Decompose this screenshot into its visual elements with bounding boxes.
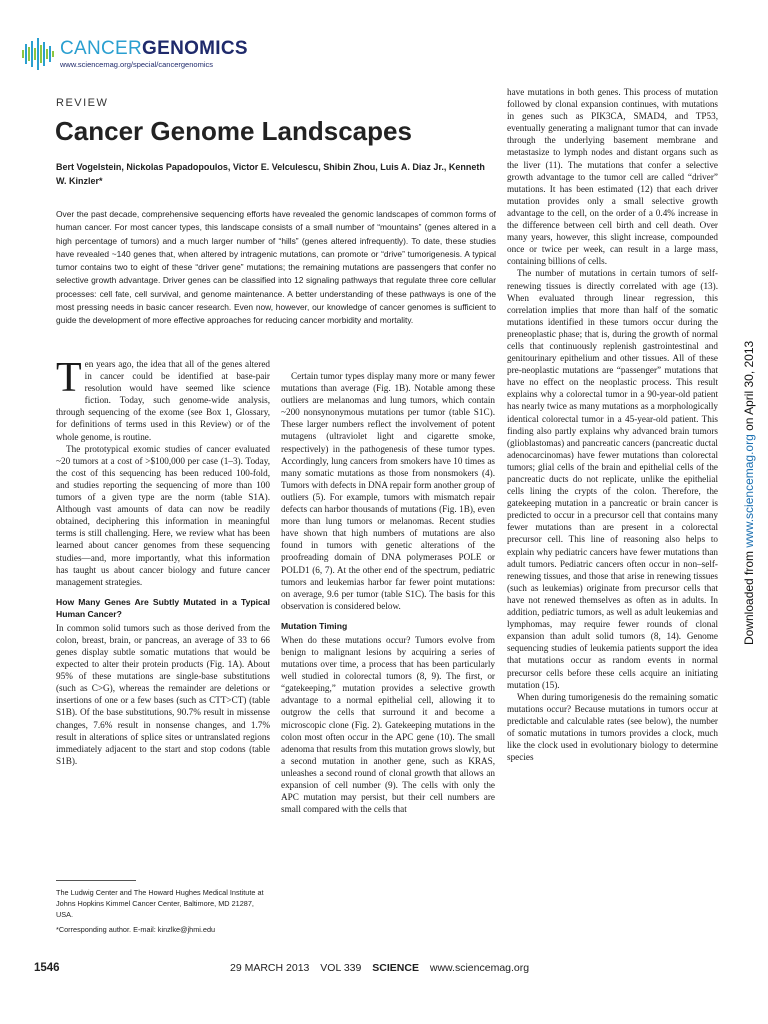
paragraph: The number of mutations in certain tumors of self-renewing tissues is directly correlated with age (13). When evaluated through linear regression, this correlation implies that more than half of the somatic mutations identified in these tumors occur during the preneoplastic phase; that is, during the growth of normal cells that continuously replenish gastrointestinal and genitourinary epithelium and other tissues. All of these pre-neoplastic mutations are “passenger” mutations that have no effect on the neoplastic process. This result explains why a colorectal tumor in a 90-year-old patient has nearly twice as many mutations as a morphologically identical colorectal tumor in a 45-year-old patient. This finding also partly explains why advanced brain tumors (glioblastomas) and pancreatic cancers (pancreatic ductal adenocarcinomas) have fewer mutations than colorectal tumors; glial cells of the brain and epithelial cells of the pancreatic ducts do not replicate, unlike the epithelial cells lining the crypts of the colon. Therefore, the gatekeeping mutation in a pancreatic or brain cancer is predicted to occur in a precursor cell that contains many fewer mutations than are present in a colorectal precursor cell. This line of reasoning also helps to explain why pediatric cancers have fewer mutations than adult tumors. Pediatric cancers often occur in non–self-renewing tissues, and those that arise in renewing tissues (such as leukemias) originate from precursor cells that have not renewed themselves as often as in adults. In addition, pediatric tumors, as well as adult leukemias and lymphomas, may require fewer rounds of clonal expansion than adult solid tumors (8, 14). Genome sequencing studies of leukemia patients support the idea that mutations occur as random events in normal precursor cells before these cells acquire an initiating mutation (15). <box>507 268 718 690</box>
body-column-2 <box>281 370 495 815</box>
paragraph: The prototypical exomic studies of cancer evaluated ~20 tumors at a cost of >$100,000 per case (1–3). Today, the cost of this sequencing has been reduced 100-fold, and studies reporting the sequencing of more than 100 tumors of a given type are the norm (table S1A). Although vast amounts of data can now be readily obtained, deciphering this information in meaningful terms is still challenging. Here, we review what has been learned about cancer genomes from these sequencing studies—and, more importantly, what this information has taught us about cancer biology and future cancer management strategies. <box>56 443 270 587</box>
abstract: Over the past decade, comprehensive sequencing efforts have revealed the genomic landscapes of common forms of human cancer. For most cancer types, this landscape consists of a small number of “mountains” (genes altered in a high percentage of tumors) and a much larger number of “hills” (genes altered infrequently). To date, these studies have revealed ~140 genes that, when altered by intragenic mutations, can promote or “drive” tumorigenesis. A typical tumor contains two to eight of these “driver gene” mutations; the remaining mutations are passengers that confer no selective growth advantage. Driver genes can be classified into 12 signaling pathways that regulate three core cellular processes: cell fate, cell survival, and genome maintenance. A better understanding of these pathways is one of the most pressing needs in basic cancer research. Even now, however, our knowledge of cancer genomes is sufficient to guide the development of more effective approaches for reducing cancer morbidity and mortality. <box>56 209 496 326</box>
volume: VOL 339 <box>320 962 362 974</box>
page-footer <box>230 962 529 974</box>
paragraph: When during tumorigenesis do the remaining somatic mutations occur? Because mutations in tumors occur at predictable and calculable rates (see below), the number of somatic mutations in tumors provides a clock, much like the clock used in evolutionary biology to determine species <box>507 691 718 763</box>
issue-date: 29 MARCH 2013 <box>230 962 310 974</box>
download-suffix: on April 30, 2013 <box>742 340 756 435</box>
logo-genomics-text: GENOMICS <box>142 38 248 59</box>
page-number: 1546 <box>34 962 60 974</box>
logo-wordmark <box>60 38 248 60</box>
paragraph: When do these mutations occur? Tumors evolve from benign to malignant lesions by acquiring a series of mutations over time, a process that has been particularly well studied in colorectal tumors (8, 9). The first, or “gatekeeping,” mutation provides a selective growth advantage to a normal epithelial cell, allowing it to outgrow the cells that surround it and become a microscopic clone (Fig. 2). Gatekeeping mutations in the colon most often occur in the APC gene (10). The small adenoma that results from this mutation grows slowly, but a second mutation in another gene, such as KRAS, unleashes a second round of clonal growth that allows an expansion of cell number (9). The cells with only the APC mutation may persist, but their cell numbers are small compared with the cells that <box>281 634 495 815</box>
download-prefix: Downloaded from <box>742 547 756 645</box>
section-label: REVIEW <box>56 97 109 109</box>
paragraph: Certain tumor types display many more or many fewer mutations than average (Fig. 1B). Notable among these outliers are melanomas and lung tumors, which contain ~200 nonsynonymous mutations per tumor (table S1C). These larger numbers reflect the involvement of potent mutagens (ultraviolet light and cigarette smoke, respectively) in the pathogenesis of these tumor types. Accordingly, lung cancers from smokers have 10 times as many somatic mutations as those from nonsmokers (4). Tumors with defects in DNA repair form another group of outliers (5). For example, tumors with mismatch repair defects can harbor thousands of mutations (Fig. 1B), even more than lung tumors or melanomas. Recent studies have shown that high numbers of mutations are also found in tumors with genetic alterations of the proofreading domain of DNA polymerases POLE or POLD1 (6, 7). At the other end of the spectrum, pediatric tumors and leukemias harbor far fewer point mutations: on average, 9.6 per tumor (table S1C). The basis for this observation is considered below. <box>281 371 495 611</box>
paragraph: have mutations in both genes. This process of mutation followed by clonal expansion continues, with mutations in genes such as PIK3CA, SMAD4, and TP53, eventually generating a malignant tumor that can invade through the underlying basement membrane and metastasize to lymph nodes and distant organs such as the liver (11). The mutations that confer a selective growth advantage to the tumor cell are called “driver” mutations. It has been estimated (12) that each driver mutation provides only a small selective growth advantage to the cell, on the order of a 0.4% increase in the difference between cell birth and cell death. Over many years, however, this slight increase, compounded once or twice per week, can result in a large mass, containing billions of cells. <box>507 87 718 267</box>
affiliation-footnote: The Ludwig Center and The Howard Hughes Medical Institute at Johns Hopkins Kimmel Cancer Center, Baltimore, MD 21287, USA. <box>56 888 264 919</box>
journal-url[interactable]: www.sciencemag.org <box>429 962 530 974</box>
download-notice <box>742 285 756 645</box>
article-title: Cancer Genome Landscapes <box>55 116 412 146</box>
drop-cap: T <box>56 355 82 401</box>
download-link[interactable]: www.sciencemag.org <box>742 434 756 548</box>
body-column-1 <box>56 355 270 767</box>
section-heading: How Many Genes Are Subtly Mutated in a Typical Human Cancer? <box>56 596 270 619</box>
journal-name: SCIENCE <box>372 962 419 974</box>
logo-url[interactable]: www.sciencemag.org/special/cancergenomics <box>60 60 213 69</box>
corresponding-author-footnote: *Corresponding author. E-mail: kinzlke@jhmi.edu <box>56 925 216 934</box>
footnote-divider <box>56 880 136 881</box>
author-list: Bert Vogelstein, Nickolas Papadopoulos, Victor E. Velculescu, Shibin Zhou, Luis A. Diaz Jr., Kenneth W. Kinzler* <box>56 162 485 186</box>
paragraph: In common solid tumors such as those derived from the colon, breast, brain, or pancreas, an average of 33 to 66 genes display subtle somatic mutations that would be expected to alter their protein products (Fig. 1A). About 95% of these mutations are single-base substitutions (such as C>G), whereas the remainder are deletions or insertions of one or a few bases (such as CTT>CT) (table S1B). Of the base substitutions, 90.7% result in missense changes, 7.6% result in nonsense changes, and 1.7% result in alterations of splice sites or untranslated regions immediately adjacent to the start and stop codons (table S1B). <box>56 622 270 766</box>
paragraph: en years ago, the idea that all of the genes altered in cancer could be identified at base-pair resolution would have seemed like science fiction. Today, such genome-wide analysis, through sequencing of the exome (see Box 1, Glossary, for definitions of terms used in this Review) or of the whole genome, is routine. <box>56 359 270 442</box>
logo-cancer-text: CANCER <box>60 38 143 59</box>
cancer-genomics-logo[interactable] <box>20 38 250 72</box>
body-column-3 <box>507 86 718 763</box>
section-heading: Mutation Timing <box>281 620 348 631</box>
